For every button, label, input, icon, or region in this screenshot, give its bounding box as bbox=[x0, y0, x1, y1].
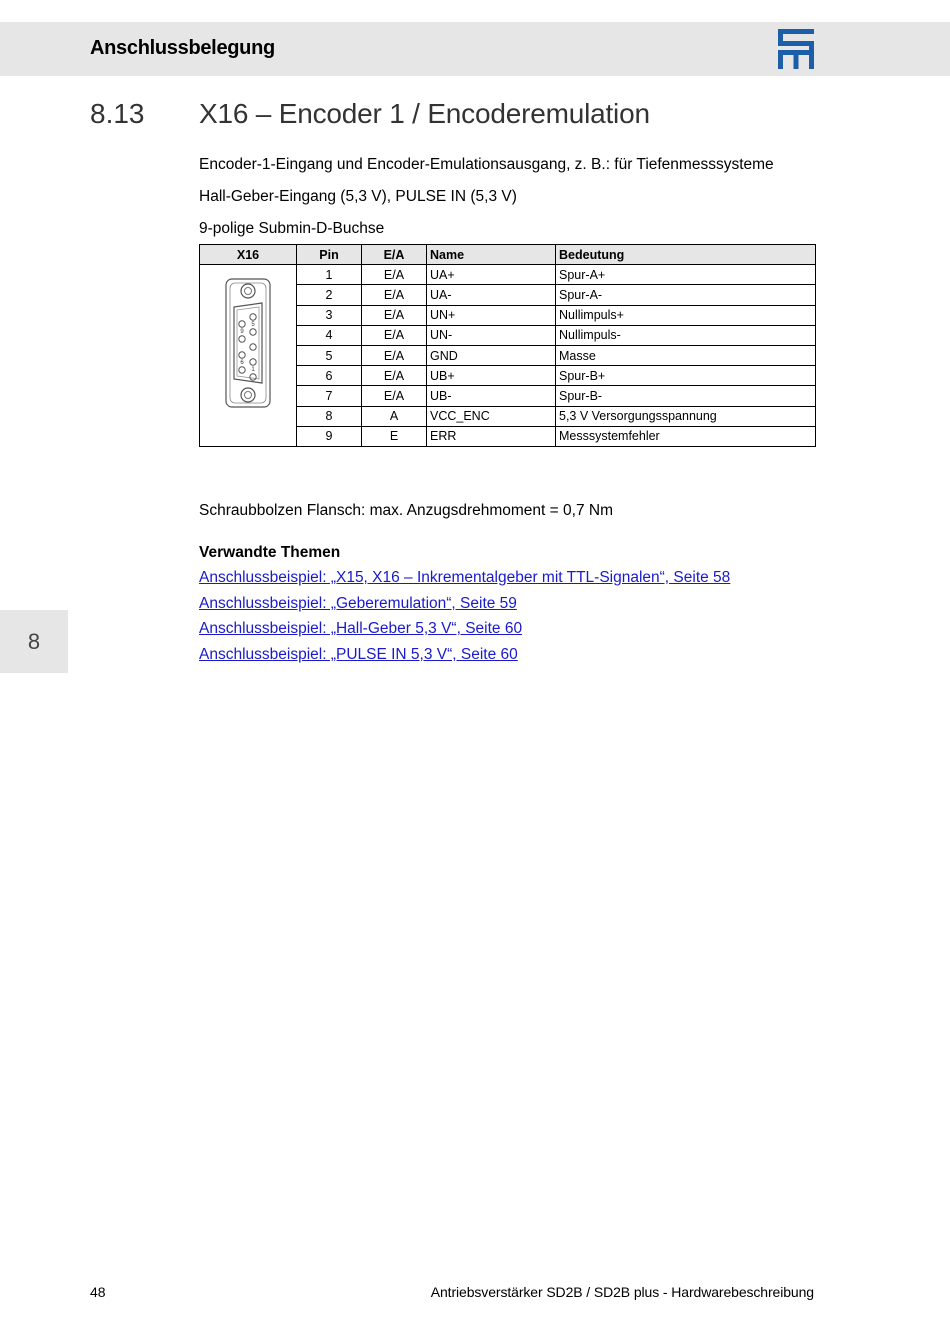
cell-pin: 3 bbox=[297, 305, 362, 325]
cell-meaning: Nullimpuls+ bbox=[556, 305, 816, 325]
related-link-encoder-emulation[interactable]: Anschlussbeispiel: „Geberemulation“, Seite 59 bbox=[199, 595, 517, 612]
cell-pin: 5 bbox=[297, 345, 362, 365]
cell-meaning: Spur-A+ bbox=[556, 265, 816, 285]
cell-meaning: Spur-B+ bbox=[556, 366, 816, 386]
connector-pin-label: 9 bbox=[240, 329, 244, 336]
cell-ea: E/A bbox=[362, 366, 427, 386]
column-header-x16: X16 bbox=[200, 245, 297, 265]
footer-page-number: 48 bbox=[90, 1284, 106, 1300]
cell-ea: E/A bbox=[362, 305, 427, 325]
cell-name: UN- bbox=[427, 325, 556, 345]
cell-ea: E/A bbox=[362, 285, 427, 305]
cell-name: UB+ bbox=[427, 366, 556, 386]
table-row bbox=[200, 265, 816, 285]
pin-assignment-table bbox=[199, 244, 816, 447]
cell-name: UN+ bbox=[427, 305, 556, 325]
description-paragraph: Hall-Geber-Eingang (5,3 V), PULSE IN (5,3 V) bbox=[199, 188, 517, 205]
cell-pin: 9 bbox=[297, 426, 362, 446]
column-header-ea: E/A bbox=[362, 245, 427, 265]
column-header-name: Name bbox=[427, 245, 556, 265]
table-header-row bbox=[200, 245, 816, 265]
torque-note: Schraubbolzen Flansch: max. Anzugsdrehmoment = 0,7 Nm bbox=[199, 502, 613, 519]
sub-d-9-connector-icon bbox=[224, 277, 272, 409]
cell-pin: 6 bbox=[297, 366, 362, 386]
cell-ea: A bbox=[362, 406, 427, 426]
cell-name: UA- bbox=[427, 285, 556, 305]
connector-cell bbox=[200, 265, 297, 447]
cell-meaning: 5,3 V Versorgungsspannung bbox=[556, 406, 816, 426]
connector-pin-label: 6 bbox=[240, 360, 244, 367]
related-link-hall-sensor[interactable]: Anschlussbeispiel: „Hall-Geber 5,3 V“, Seite 60 bbox=[199, 620, 523, 637]
chapter-tab bbox=[0, 610, 68, 673]
cell-pin: 7 bbox=[297, 386, 362, 406]
connector-pin-label: 5 bbox=[251, 322, 255, 329]
cell-name: UB- bbox=[427, 386, 556, 406]
cell-meaning: Spur-B- bbox=[556, 386, 816, 406]
cell-pin: 8 bbox=[297, 406, 362, 426]
header-title: Anschlussbelegung bbox=[90, 37, 275, 59]
cell-name: VCC_ENC bbox=[427, 406, 556, 426]
cell-meaning: Nullimpuls- bbox=[556, 325, 816, 345]
cell-pin: 2 bbox=[297, 285, 362, 305]
cell-meaning: Spur-A- bbox=[556, 285, 816, 305]
related-topics-heading: Verwandte Themen bbox=[199, 544, 341, 561]
cell-ea: E/A bbox=[362, 325, 427, 345]
cell-pin: 1 bbox=[297, 265, 362, 285]
cell-meaning: Masse bbox=[556, 345, 816, 365]
connector-pin-label: 1 bbox=[251, 367, 255, 374]
column-header-bedeutung: Bedeutung bbox=[556, 245, 816, 265]
cell-ea: E bbox=[362, 426, 427, 446]
cell-name: GND bbox=[427, 345, 556, 365]
cell-ea: E/A bbox=[362, 386, 427, 406]
column-header-pin: Pin bbox=[297, 245, 362, 265]
cell-name: ERR bbox=[427, 426, 556, 446]
chapter-tab-number: 8 bbox=[27, 629, 41, 654]
section-title: X16 – Encoder 1 / Encoderemulation bbox=[199, 98, 650, 129]
description-paragraph: Encoder-1-Eingang und Encoder-Emulationsausgang, z. B.: für Tiefenmesssysteme bbox=[199, 156, 774, 173]
cell-pin: 4 bbox=[297, 325, 362, 345]
cell-ea: E/A bbox=[362, 265, 427, 285]
sew-logo-icon bbox=[778, 29, 814, 69]
footer-document-title: Antriebsverstärker SD2B / SD2B plus - Hardwarebeschreibung bbox=[430, 1284, 814, 1300]
related-link-ttl-encoder[interactable]: Anschlussbeispiel: „X15, X16 – Inkrementalgeber mit TTL-Signalen“, Seite 58 bbox=[199, 569, 731, 586]
connector-type-paragraph: 9-polige Submin-D-Buchse bbox=[199, 220, 385, 237]
cell-name: UA+ bbox=[427, 265, 556, 285]
related-link-pulse-in[interactable]: Anschlussbeispiel: „PULSE IN 5,3 V“, Seite 60 bbox=[199, 646, 518, 663]
cell-meaning: Messsystemfehler bbox=[556, 426, 816, 446]
cell-ea: E/A bbox=[362, 345, 427, 365]
section-number: 8.13 bbox=[90, 98, 145, 129]
